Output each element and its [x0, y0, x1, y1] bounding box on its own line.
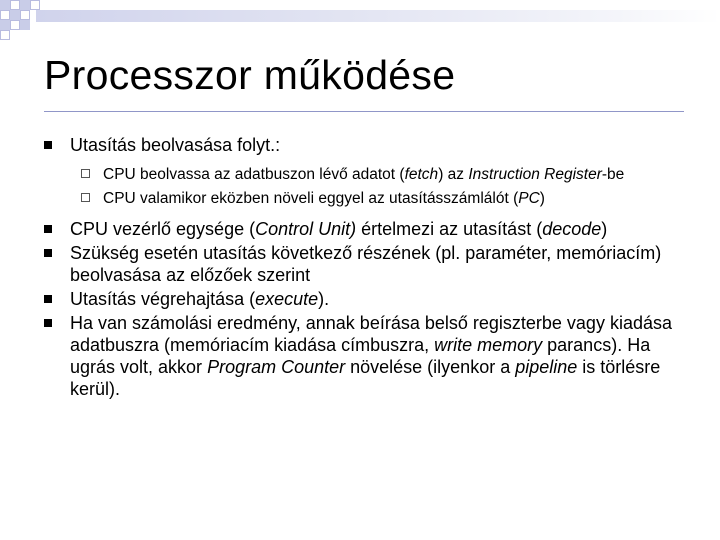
hollow-square-bullet-icon: [81, 193, 90, 202]
bullet-text: Utasítás beolvasása folyt.:: [70, 135, 281, 155]
deco-square: [0, 30, 10, 40]
square-bullet-icon: [44, 249, 52, 257]
deco-square: [10, 0, 20, 10]
hollow-square-bullet-icon: [81, 169, 90, 178]
deco-square: [20, 10, 30, 20]
deco-square: [10, 20, 20, 30]
deco-square: [30, 0, 40, 10]
bullet-item: [44, 134, 684, 156]
square-bullet-icon: [44, 295, 52, 303]
deco-square: [0, 10, 10, 20]
square-bullet-icon: [44, 319, 52, 327]
square-bullet-icon: [44, 141, 52, 149]
sub-bullet-item: CPU beolvassa az adatbuszon lévő adatot (fetch) az Instruction Register-be: [44, 164, 684, 185]
slide-content: [44, 134, 684, 402]
bullet-item: CPU vezérlő egysége (Control Unit) értelmezi az utasítást (decode): [44, 218, 684, 240]
sub-bullet-item: CPU valamikor eközben növeli eggyel az utasításszámlálót (PC): [44, 188, 684, 209]
bullet-item: Szükség esetén utasítás következő részének (pl. paraméter, memóriacím) beolvasása az előzőek szerint: [44, 242, 684, 286]
square-bullet-icon: [44, 225, 52, 233]
deco-square: [0, 0, 10, 10]
bullet-item: Utasítás végrehajtása (execute).: [44, 288, 684, 310]
slide-title: Processzor működése: [44, 52, 456, 98]
title-divider: [44, 111, 684, 112]
deco-square: [0, 20, 10, 30]
deco-square: [20, 0, 30, 10]
deco-square: [20, 20, 30, 30]
header-gradient-bar: [36, 10, 720, 22]
decorative-header-pattern: [0, 0, 720, 40]
bullet-item: Ha van számolási eredmény, annak beírása belső regiszterbe vagy kiadása adatbuszra (memóriacím kiadása címbuszra, write memory parancs). Ha ugrás volt, akkor Program Counter növelése (ilyenkor a pipeline is törlésre kerül).: [44, 312, 684, 400]
deco-square: [10, 10, 20, 20]
